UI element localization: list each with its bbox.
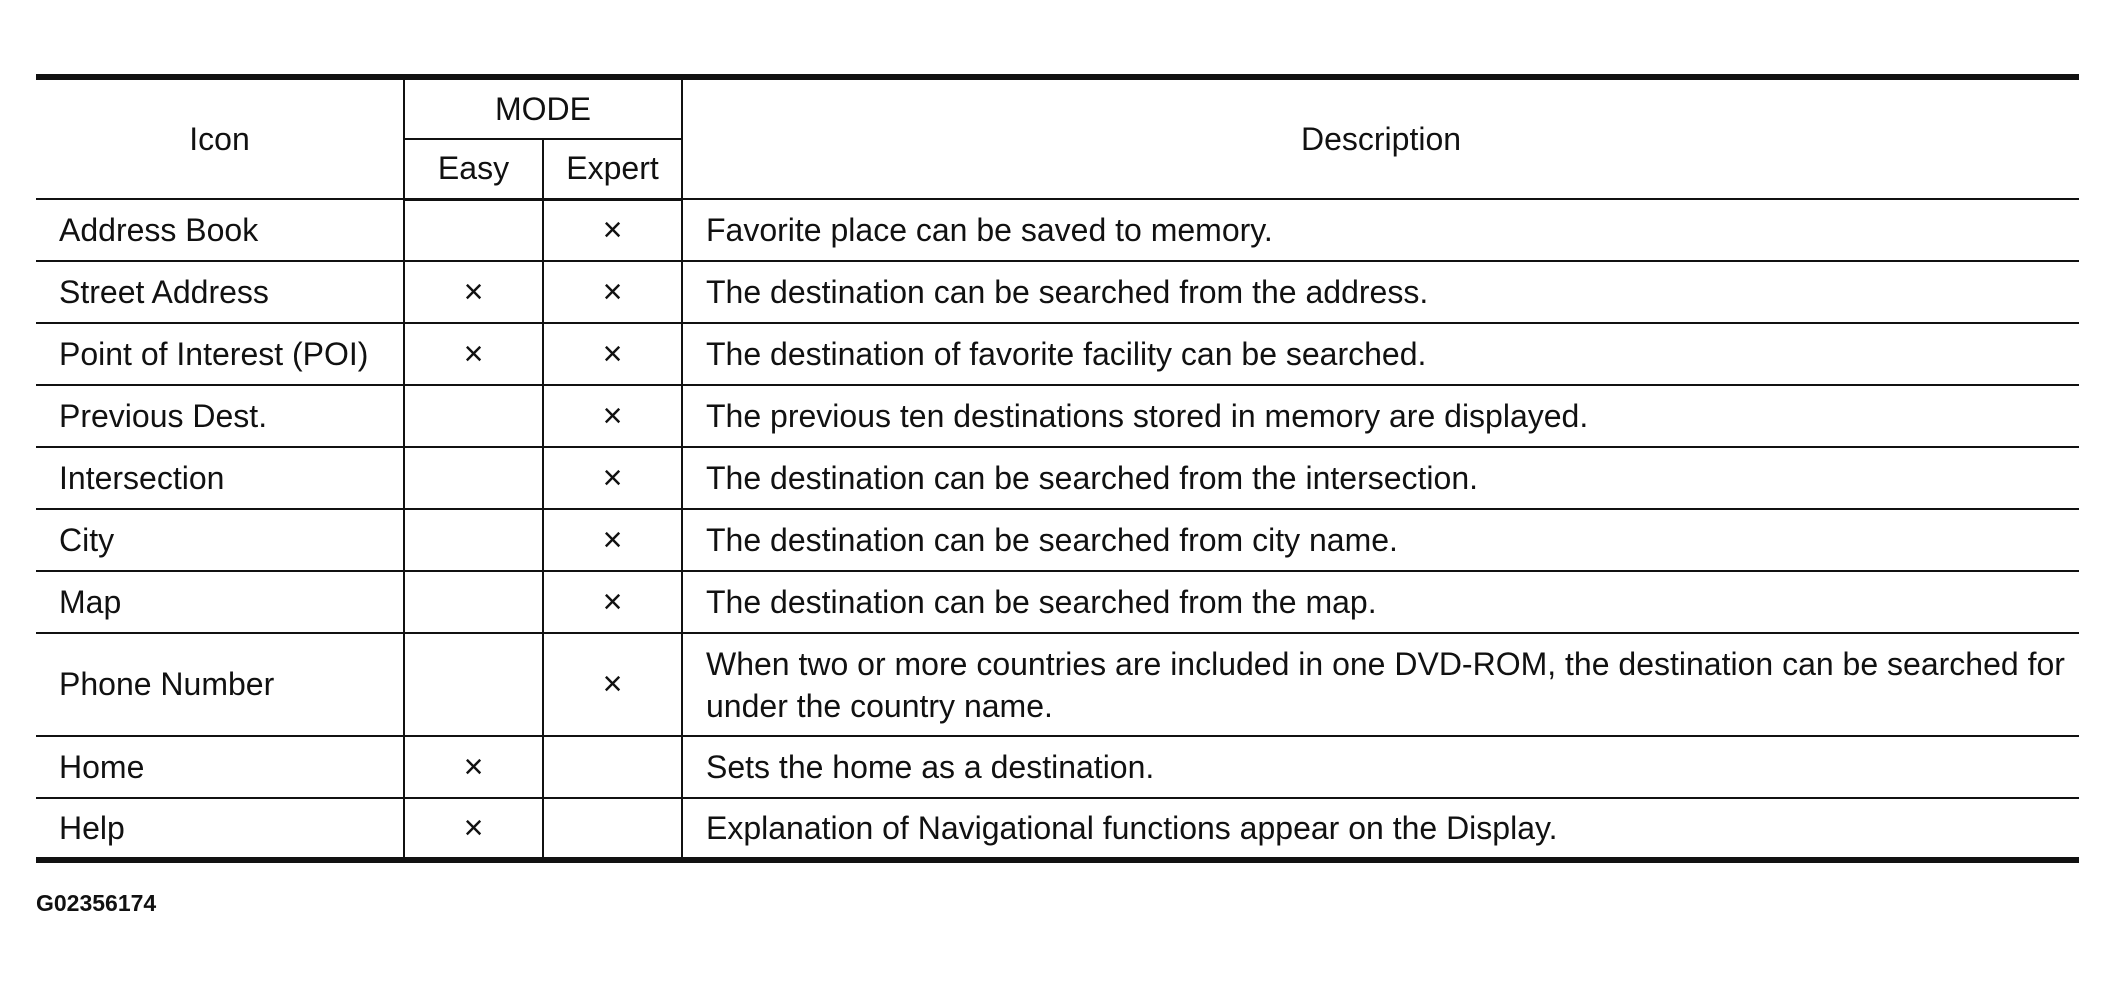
row-icon-name: Street Address [36,261,404,323]
row-description: The destination can be searched from the map. [682,571,2079,633]
table-row [36,633,2079,736]
row-description: The previous ten destinations stored in memory are displayed. [682,385,2079,447]
row-easy-mark [404,633,543,736]
table-row [36,261,2079,323]
row-easy-mark: × [404,736,543,798]
row-description: When two or more countries are included in one DVD-ROM, the destination can be searched for under the country name. [682,633,2079,736]
table-body [36,199,2079,860]
row-easy-mark: × [404,261,543,323]
row-description: The destination can be searched from the intersection. [682,447,2079,509]
header-expert: Expert [543,139,682,199]
table-row [36,798,2079,860]
row-easy-mark [404,447,543,509]
row-expert-mark: × [543,633,682,736]
table-row [36,199,2079,261]
row-icon-name: Map [36,571,404,633]
row-expert-mark: × [543,199,682,261]
header-mode: MODE [404,77,682,139]
row-expert-mark: × [543,323,682,385]
destination-menu-table-container [36,74,2079,863]
figure-id-label: G02356174 [36,890,157,916]
row-expert-mark: × [543,447,682,509]
row-expert-mark [543,798,682,860]
row-easy-mark [404,199,543,261]
row-expert-mark: × [543,261,682,323]
table-row [36,385,2079,447]
row-icon-name: Address Book [36,199,404,261]
row-description: The destination can be searched from city name. [682,509,2079,571]
row-description: Explanation of Navigational functions appear on the Display. [682,798,2079,860]
row-icon-name: City [36,509,404,571]
table-row [36,323,2079,385]
header-row-top [36,77,2079,139]
table-row [36,736,2079,798]
row-easy-mark: × [404,323,543,385]
header-description: Description [682,77,2079,199]
row-icon-name: Previous Dest. [36,385,404,447]
row-icon-name: Intersection [36,447,404,509]
row-easy-mark [404,571,543,633]
row-description: Sets the home as a destination. [682,736,2079,798]
row-expert-mark: × [543,571,682,633]
table-row [36,509,2079,571]
table-row [36,571,2079,633]
table-row [36,447,2079,509]
row-icon-name: Phone Number [36,633,404,736]
row-description: Favorite place can be saved to memory. [682,199,2079,261]
row-description: The destination of favorite facility can be searched. [682,323,2079,385]
row-expert-mark: × [543,385,682,447]
header-easy: Easy [404,139,543,199]
row-expert-mark: × [543,509,682,571]
row-description: The destination can be searched from the address. [682,261,2079,323]
row-icon-name: Home [36,736,404,798]
row-easy-mark [404,509,543,571]
destination-menu-table [36,74,2079,863]
row-expert-mark [543,736,682,798]
row-easy-mark [404,385,543,447]
row-easy-mark: × [404,798,543,860]
header-icon: Icon [36,77,404,199]
table-header [36,77,2079,199]
row-icon-name: Point of Interest (POI) [36,323,404,385]
row-icon-name: Help [36,798,404,860]
